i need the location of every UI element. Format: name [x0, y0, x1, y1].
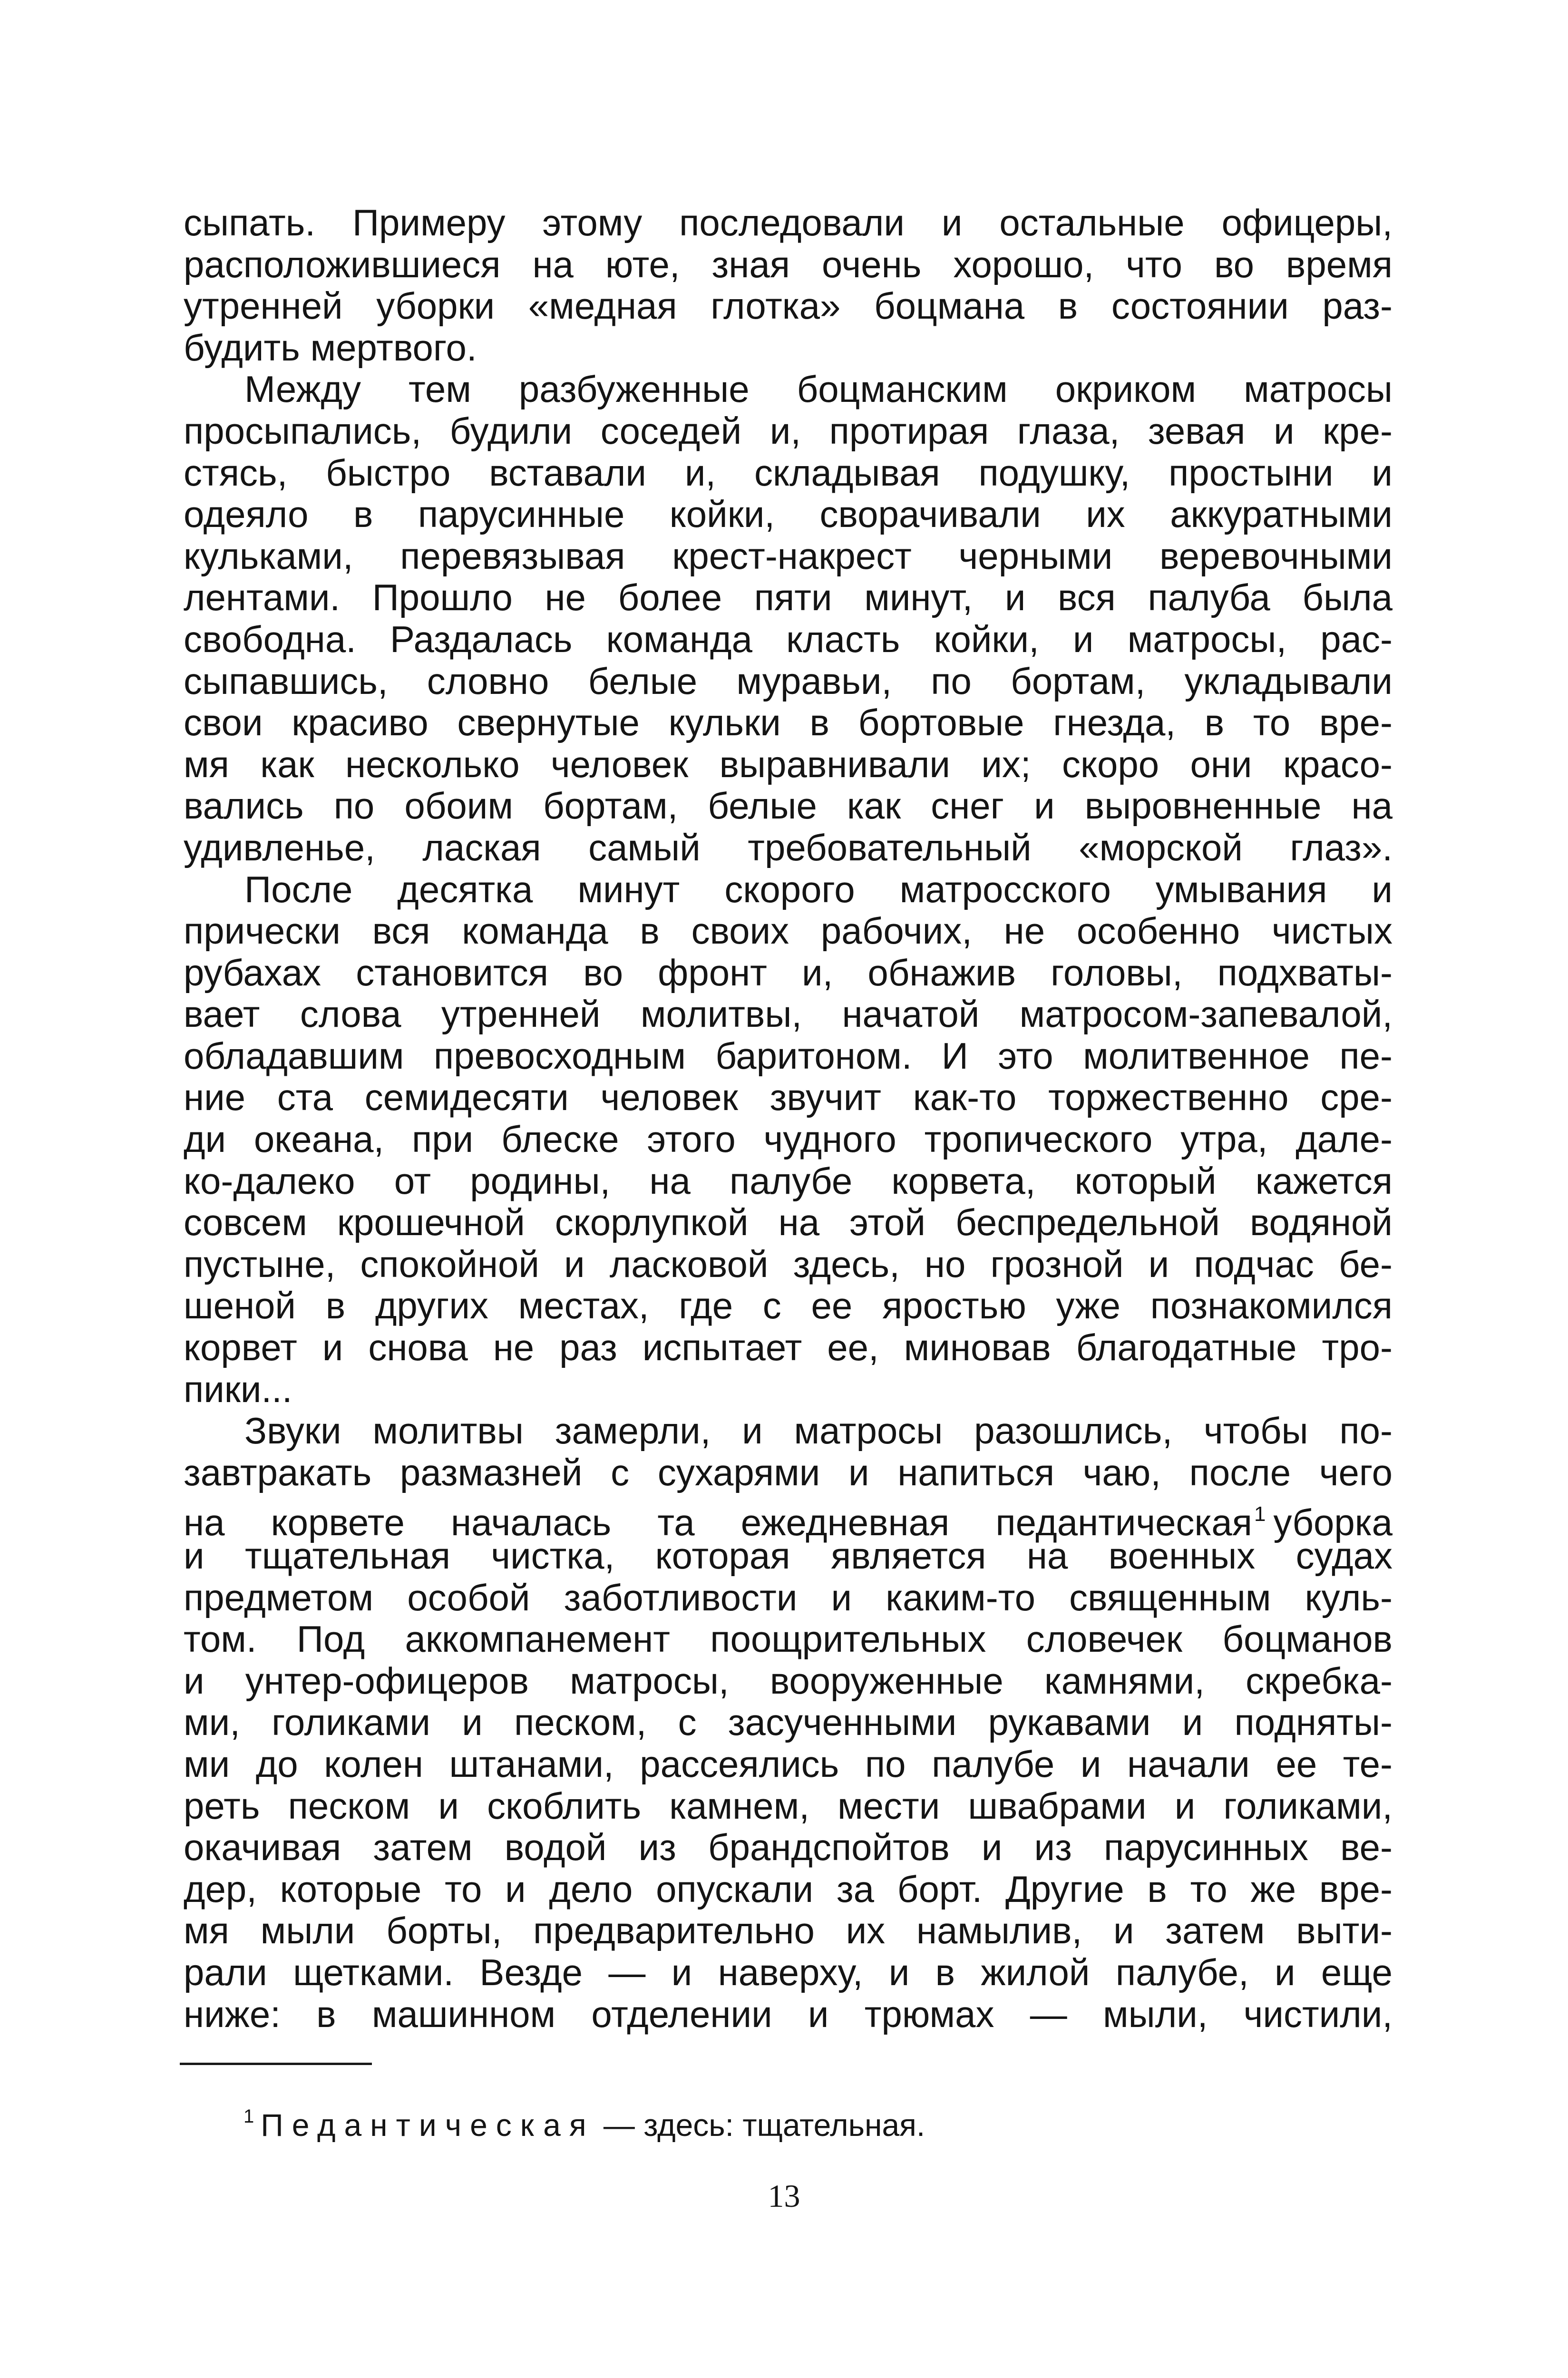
text-line-with-footnote	[184, 1493, 1393, 1544]
text-line: свои красиво свернутые кульки в бортовые гнезда, в то вре-	[184, 702, 1393, 744]
text-line: пустыне, спокойной и ласковой здесь, но грозной и подчас бе-	[184, 1243, 1393, 1285]
text-line: одеяло в парусинные койки, сворачивали их аккуратными	[184, 493, 1393, 536]
text-line: рубахах становится во фронт и, обнажив головы, подхваты-	[184, 951, 1393, 994]
text-line: предметом особой заботливости и каким-то священным куль-	[184, 1576, 1393, 1618]
footnote	[243, 2097, 925, 2143]
text-line: вались по обоим бортам, белые как снег и выровненные на	[184, 785, 1393, 827]
text-line: реть песком и скоблить камнем, мести швабрами и голиками,	[184, 1784, 1393, 1827]
text-line: ко-далеко от родины, на палубе корвета, который кажется	[184, 1160, 1393, 1202]
text-line: просыпались, будили соседей и, протирая глаза, зевая и кре-	[184, 409, 1393, 452]
text-line: ние ста семидесяти человек звучит как-то торжественно сре-	[184, 1076, 1393, 1119]
text-line: свободна. Раздалась команда класть койки, и матросы, рас-	[184, 618, 1393, 660]
text-line: и тщательная чистка, которая является на военных судах	[184, 1535, 1393, 1577]
text-line: совсем крошечной скорлупкой на этой беспредельной водяной	[184, 1201, 1393, 1244]
text-line: рали щетками. Везде — и наверху, и в жилой палубе, и еще	[184, 1951, 1393, 1993]
text-line: завтракать размазней с сухарями и напиться чаю, после чего	[184, 1451, 1393, 1493]
text-line: обладавшим превосходным баритоном. И это молитвенное пе-	[184, 1034, 1393, 1077]
footnote-text: — здесь: тщательная.	[603, 2107, 925, 2143]
text-line: сыпавшись, словно белые муравьи, по бортам, укладывали	[184, 660, 1393, 702]
paragraph-start-line: Звуки молитвы замерли, и матросы разошлись, чтобы по-	[244, 1410, 1393, 1452]
text-line: будить мертвого.	[184, 326, 477, 369]
page-number: 13	[768, 2178, 800, 2214]
text-line: и унтер-офицеров матросы, вооруженные камнями, скребка-	[184, 1659, 1393, 1702]
text-line: пики...	[184, 1368, 292, 1410]
text-line: корвет и снова не раз испытает ее, миновав благодатные тро-	[184, 1326, 1393, 1369]
text-line: лентами. Прошло не более пяти минут, и вся палуба была	[184, 576, 1393, 619]
text-line: удивленье, лаская самый требовательный «морской глаз».	[184, 826, 1393, 868]
text-line: вает слова утренней молитвы, начатой матросом-запевалой,	[184, 993, 1393, 1035]
text-line: ниже: в машинном отделении и трюмах — мыли, чистили,	[184, 1993, 1393, 2035]
text-segment: на корвете началась та ежедневная педантическая	[184, 1501, 1252, 1544]
text-line: прически вся команда в своих рабочих, не особенно чистых	[184, 910, 1393, 952]
text-line: ми до колен штанами, рассеялись по палубе и начали ее те-	[184, 1743, 1393, 1785]
text-line: дер, которые то и дело опускали за борт. Другие в то же вре-	[184, 1868, 1393, 1910]
body-text	[184, 202, 1393, 2035]
footnote-separator	[180, 2063, 372, 2065]
footnote-reference: 1	[1254, 1502, 1266, 1526]
text-line: кульками, перевязывая крест-накрест черными веревочными	[184, 535, 1393, 577]
footnote-mark: 1	[243, 2106, 254, 2127]
text-line: шеной в других местах, где с ее яростью уже познакомился	[184, 1285, 1393, 1327]
text-line: ди океана, при блеске этого чудного тропического утра, дале-	[184, 1118, 1393, 1160]
text-line: мя мыли борты, предварительно их намылив, и затем выти-	[184, 1910, 1393, 1952]
footnote-term: Педантическая	[261, 2107, 595, 2143]
text-line: расположившиеся на юте, зная очень хорошо, что во время	[184, 243, 1393, 285]
text-line: ми, голиками и песком, с засученными рукавами и подняты-	[184, 1701, 1393, 1744]
text-line: том. Под аккомпанемент поощрительных словечек боцманов	[184, 1618, 1393, 1660]
text-line: утренней уборки «медная глотка» боцмана в состоянии раз-	[184, 285, 1393, 327]
text-line: окачивая затем водой из брандспойтов и из парусинных ве-	[184, 1826, 1393, 1869]
paragraph-start-line: Между тем разбуженные боцманским окриком матросы	[244, 368, 1393, 410]
paragraph-start-line: После десятка минут скорого матросского умывания и	[244, 868, 1393, 910]
text-line: стясь, быстро вставали и, складывая подушку, простыни и	[184, 451, 1393, 494]
text-segment: уборка	[1273, 1501, 1393, 1544]
text-line: мя как несколько человек выравнивали их; скоро они красо-	[184, 743, 1393, 785]
text-line: сыпать. Примеру этому последовали и остальные офицеры,	[184, 202, 1393, 244]
